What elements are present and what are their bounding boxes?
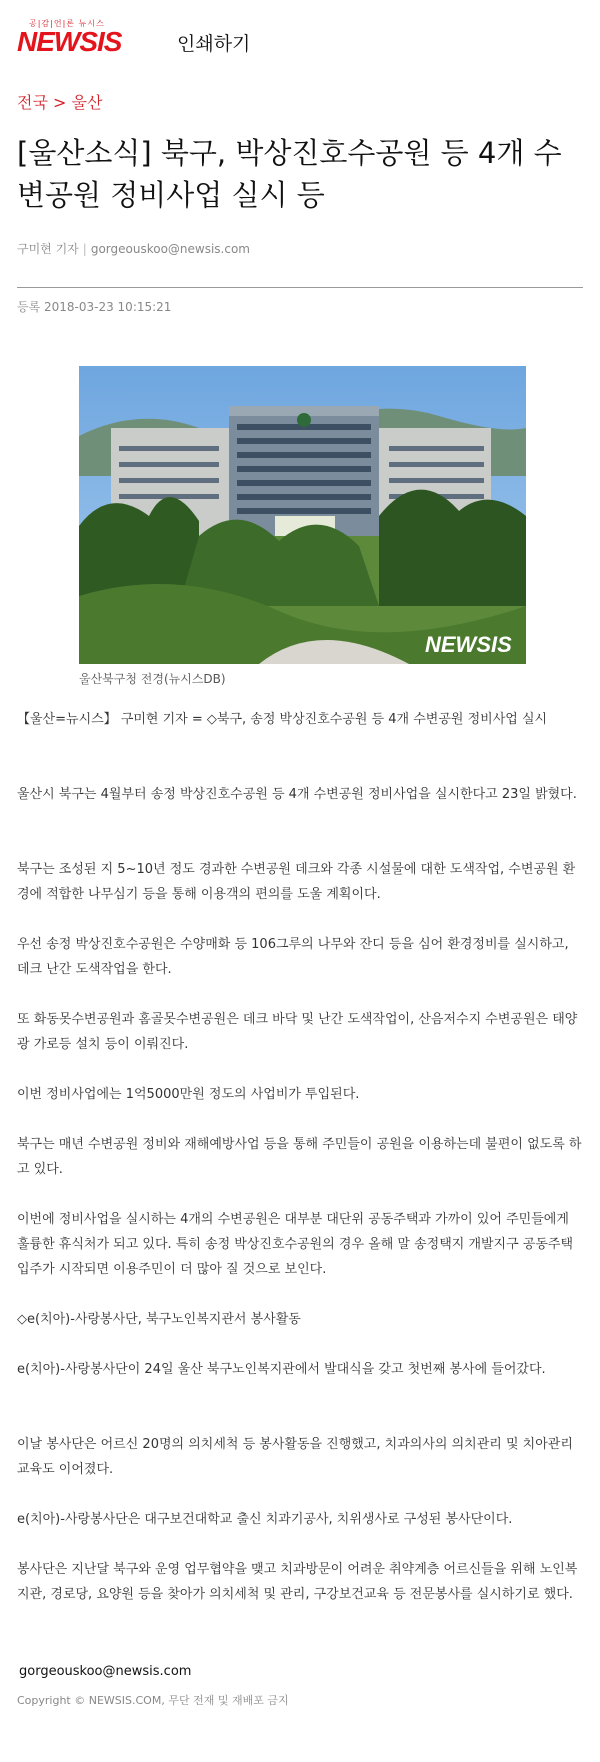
newsis-logo[interactable] — [17, 16, 172, 56]
breadcrumb-subsection[interactable]: 울산 — [71, 93, 103, 112]
article-paragraph: ◇e(치아)-사랑봉사단, 북구노인복지관서 봉사활동 — [17, 1312, 301, 1327]
article-paragraph: 울산시 북구는 4월부터 송정 박상진호수공원 등 4개 수변공원 정비사업을 실시한다고 23일 밝혔다. — [17, 787, 577, 802]
article-paragraph: 이번에 정비사업을 실시하는 4개의 수변공원은 대부분 대단위 공동주택과 가까이 있어 주민들에게 훌륭한 휴식처가 되고 있다. 특히 송정 박상진호수공원의 경우 올해 말 송정택지 개발지구 공동주택 입주가 시작되면 이용주민이 더 많아 질 것으로 보인다. — [17, 1212, 574, 1277]
byline — [17, 240, 250, 257]
breadcrumb-separator: > — [47, 93, 72, 112]
photo-illustration — [79, 366, 526, 664]
registered-date: 등록 2018-03-23 10:15:21 — [17, 300, 172, 314]
article-paragraph: 우선 송정 박상진호수공원은 수양매화 등 106그루의 나무와 잔디 등을 심어 환경정비를 실시하고, 데크 난간 도색작업을 한다. — [17, 937, 569, 977]
article-title: [울산소식] 북구, 박상진호수공원 등 4개 수변공원 정비사업 실시 등 — [17, 136, 562, 212]
reporter-email[interactable]: gorgeouskoo@newsis.com — [90, 242, 250, 256]
logo-wordmark: NEWSIS — [17, 26, 122, 57]
reporter-name: 구미현 기자 — [17, 242, 79, 256]
article-paragraph: 또 화동못수변공원과 홈골못수변공원은 데크 바닥 및 난간 도색작업이, 산음저수지 수변공원은 태양광 가로등 설치 등이 이뤄진다. — [17, 1012, 578, 1052]
article-photo — [79, 366, 526, 664]
article-paragraph: 봉사단은 지난달 북구와 운영 업무협약을 맺고 치과방문이 어려운 취약계층 어르신들을 위해 노인복지관, 경로당, 요양원 등을 찾아가 의치세척 및 관리, 구강보건교육 등 전문봉사를 실시하기로 했다. — [17, 1562, 578, 1602]
photo-caption: 울산북구청 전경(뉴시스DB) — [79, 672, 226, 686]
article-paragraph: 북구는 조성된 지 5~10년 정도 경과한 수변공원 데크와 각종 시설물에 대한 도색작업, 수변공원 환경에 적합한 나무심기 등을 통해 이용객의 편의를 도울 계획이다. — [17, 862, 576, 902]
breadcrumb — [17, 90, 102, 113]
byline-separator: | — [82, 242, 87, 256]
footer-reporter-email[interactable]: gorgeouskoo@newsis.com — [19, 1664, 192, 1679]
print-button[interactable]: 인쇄하기 — [177, 33, 251, 55]
article-paragraph: 【울산=뉴시스】 구미현 기자 = ◇북구, 송정 박상진호수공원 등 4개 수변공원 정비사업 실시 — [17, 712, 548, 727]
article-paragraph: e(치아)-사랑봉사단은 대구보건대학교 출신 치과기공사, 치위생사로 구성된 봉사단이다. — [17, 1512, 513, 1527]
logo-tagline: 공|감|언|론 뉴시스 — [29, 19, 105, 28]
photo-watermark: NEWSIS — [425, 632, 512, 657]
article-paragraph: 북구는 매년 수변공원 정비와 재해예방사업 등을 통해 주민들이 공원을 이용하는데 불편이 없도록 하고 있다. — [17, 1137, 582, 1177]
site-header — [17, 16, 587, 56]
article-paragraph: e(치아)-사랑봉사단이 24일 울산 북구노인복지관에서 발대식을 갖고 첫번째 봉사에 들어갔다. — [17, 1362, 546, 1377]
breadcrumb-section[interactable]: 전국 — [17, 93, 48, 112]
copyright-notice: Copyright © NEWSIS.COM, 무단 전재 및 재배포 금지 — [17, 1694, 289, 1707]
header-divider — [17, 287, 583, 288]
article-paragraph: 이날 봉사단은 어르신 20명의 의치세척 등 봉사활동을 진행했고, 치과의사의 의치관리 및 치아관리 교육도 이어졌다. — [17, 1437, 573, 1477]
article-paragraph: 이번 정비사업에는 1억5000만원 정도의 사업비가 투입된다. — [17, 1087, 360, 1102]
